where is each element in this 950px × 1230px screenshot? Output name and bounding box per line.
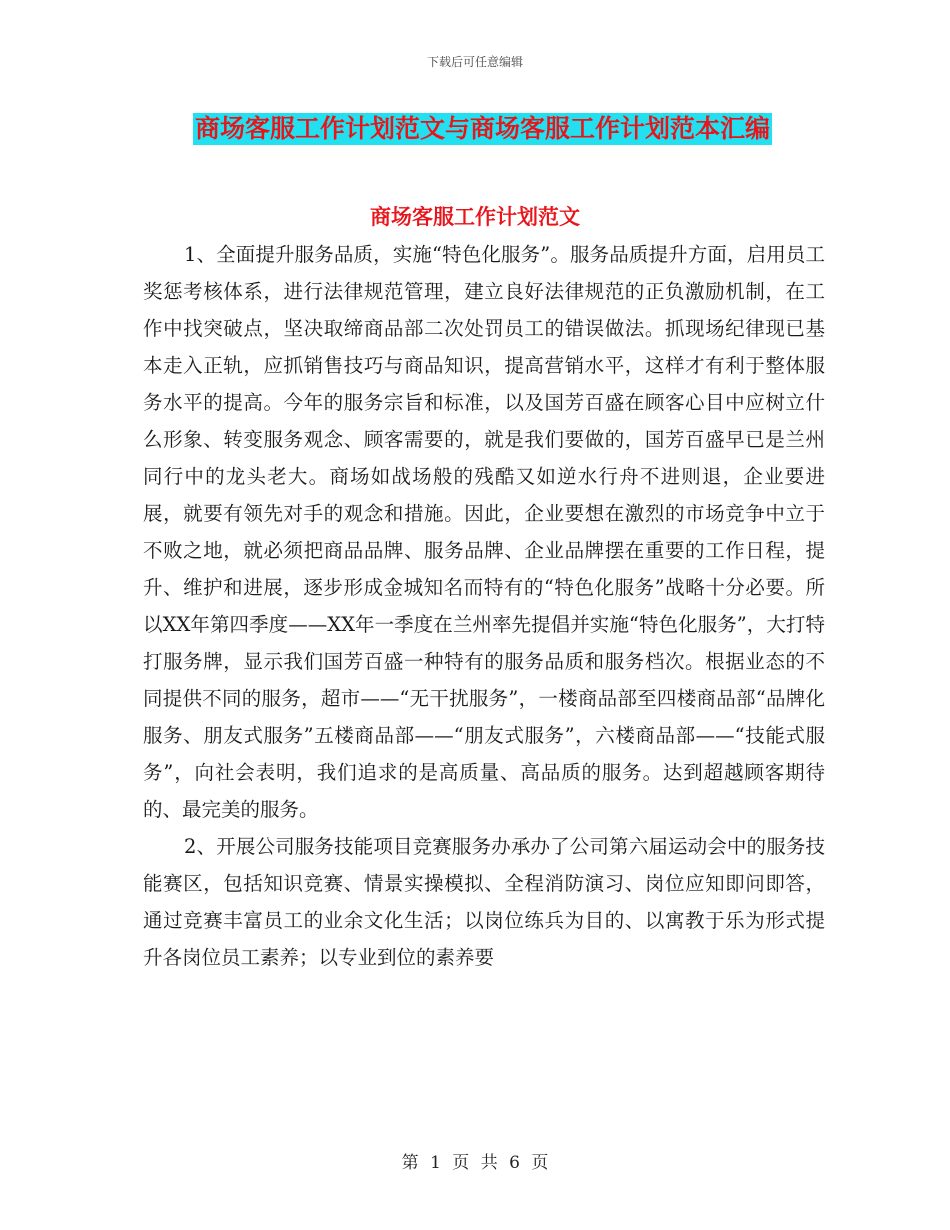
header-note: 下载后可任意编辑: [426, 55, 523, 69]
document-body: [143, 236, 825, 976]
paragraph-1: 1、全面提升服务品质，实施“特色化服务”。服务品质提升方面，启用员工奖惩考核体系，进行法律规范管理，建立良好法律规范的正负激励机制，在工作中找突破点，坚决取缔商品部二次处罚员工的错误做法。抓现场纪律现已基本走入正轨，应抓销售技巧与商品知识，提高营销水平，这样才有利于整体服务水平的提高。今年的服务宗旨和标准，以及国芳百盛在顾客心目中应树立什么形象、转变服务观念、顾客需要的，就是我们要做的，国芳百盛早已是兰州同行中的龙头老大。商场如战场般的残酷又如逆水行舟不进则退，企业要进展，就要有领先对手的观念和措施。因此，企业要想在激烈的市场竞争中立于不败之地，就必须把商品品牌、服务品牌、企业品牌摆在重要的工作日程，提升、维护和进展，逐步形成金城知名而特有的“特色化服务”战略十分必要。所以XX年第四季度——XX年一季度在兰州率先提倡并实施“特色化服务”，大打特打服务牌，显示我们国芳百盛一种特有的服务品质和服务档次。根据业态的不同提供不同的服务，超市——“无干扰服务”，一楼商品部至四楼商品部“品牌化服务、朋友式服务”五楼商品部——“朋友式服务”，六楼商品部——“技能式服务”，向社会表明，我们追求的是高质量、高品质的服务。达到超越顾客期待的、最完美的服务。: [143, 243, 825, 821]
paragraph-2: 2、开展公司服务技能项目竞赛服务办承办了公司第六届运动会中的服务技能赛区，包括知识竞赛、情景实操模拟、全程消防演习、岗位应知即问即答，通过竞赛丰富员工的业余文化生活；以岗位练兵为目的、以寓教于乐为形式提升各岗位员工素养；以专业到位的素养要: [143, 835, 825, 969]
document-title: 商场客服工作计划范文与商场客服工作计划范本汇编: [195, 114, 771, 143]
section-title: 商场客服工作计划范文: [370, 204, 580, 229]
page-number: 第 1 页 共 6 页: [401, 1153, 549, 1173]
